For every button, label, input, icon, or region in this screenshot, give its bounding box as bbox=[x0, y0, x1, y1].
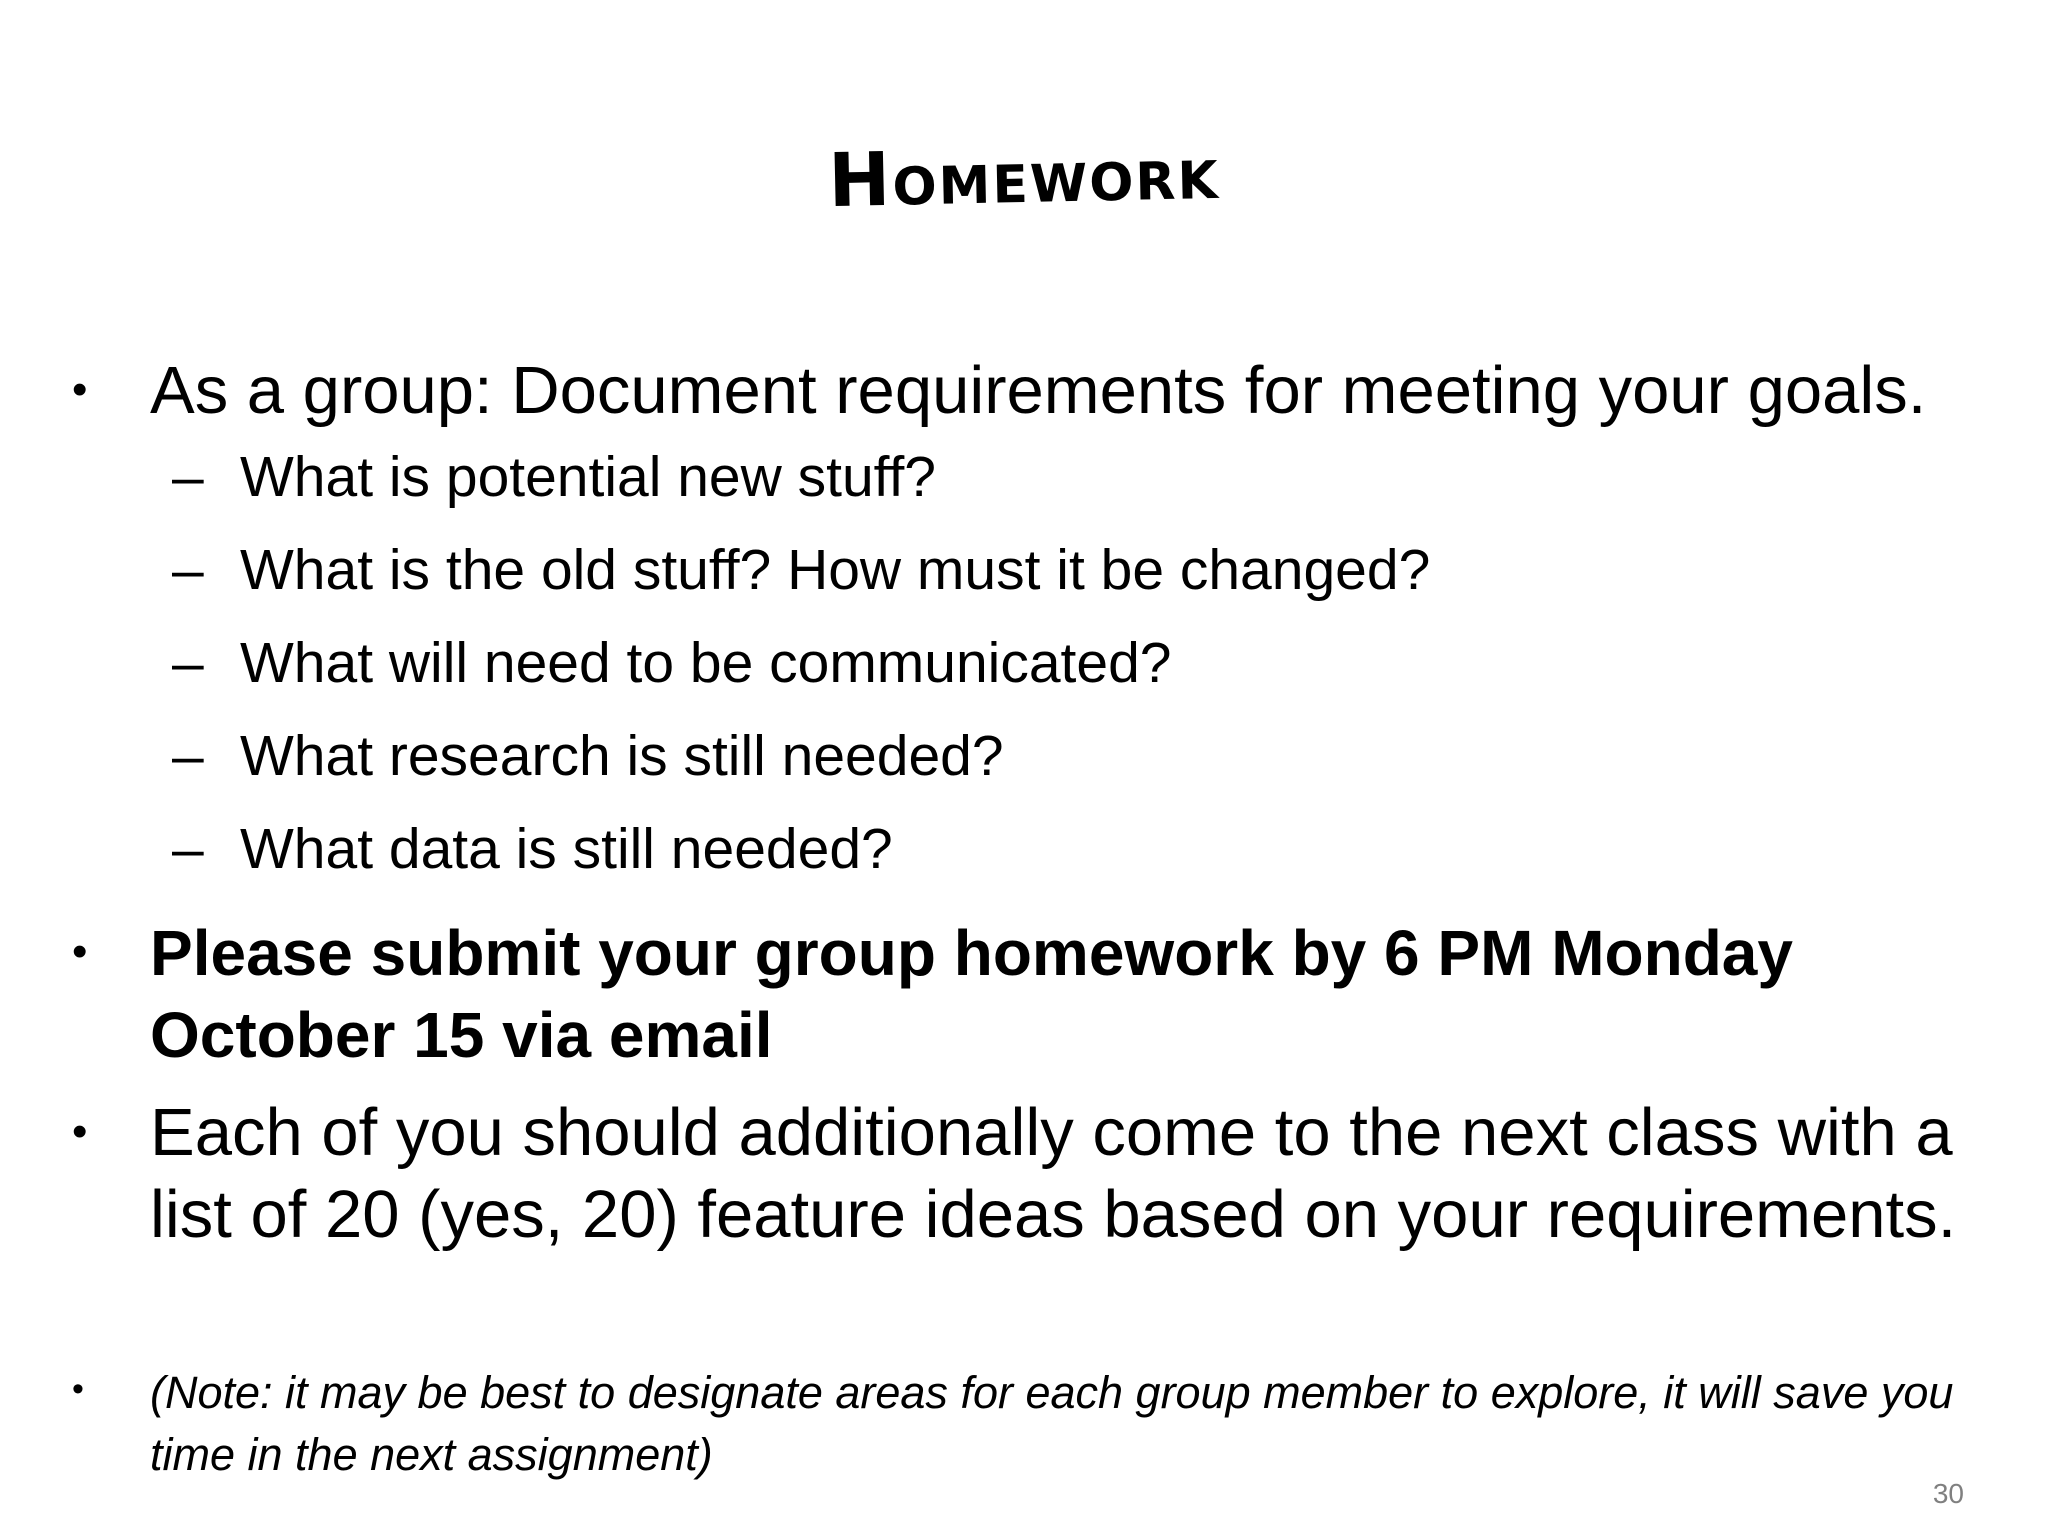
bullet-dot: • bbox=[72, 1107, 88, 1156]
sub-bullet-dash: – bbox=[172, 724, 204, 788]
sub-bullet-text: What research is still needed? bbox=[240, 724, 1004, 788]
bullet-text: Each of you should additionally come to the next class with a list of 20 (yes, 20) feature ideas based on your requirements. bbox=[150, 1095, 1957, 1252]
sub-bullet-text: What data is still needed? bbox=[240, 817, 893, 881]
sub-bullet-text: What is potential new stuff? bbox=[240, 445, 936, 509]
sub-bullet-text: What will need to be communicated? bbox=[240, 631, 1172, 695]
slide-title: Homework bbox=[827, 129, 1221, 225]
sub-bullet-dash: – bbox=[172, 445, 204, 509]
bullet-text: (Note: it may be best to designate areas for each group member to explore, it will save you time in the next assignment) bbox=[150, 1367, 1954, 1480]
bullet-dot: • bbox=[72, 927, 88, 976]
bullet-text: Please submit your group homework by 6 PM Monday October 15 via email bbox=[150, 917, 1793, 1071]
bullet-dot: • bbox=[72, 365, 88, 414]
sub-bullet-dash: – bbox=[172, 817, 204, 881]
sub-bullet-text: What is the old stuff? How must it be changed? bbox=[240, 538, 1431, 602]
sub-bullet-dash: – bbox=[172, 538, 204, 602]
sub-bullet-dash: – bbox=[172, 631, 204, 695]
bullet-text: As a group: Document requirements for meeting your goals. bbox=[150, 353, 1927, 428]
bullet-dot: • bbox=[72, 1370, 84, 1408]
page-number: 30 bbox=[1932, 1478, 1964, 1509]
